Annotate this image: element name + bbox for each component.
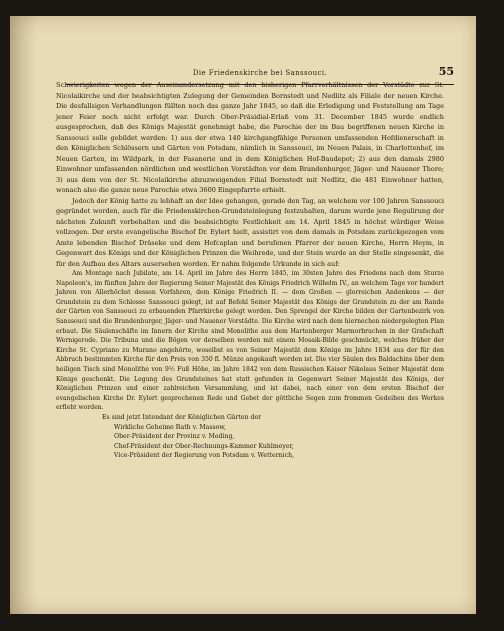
page-body — [56, 80, 444, 461]
signatories-list — [102, 413, 444, 461]
paragraph-parochie: Schwierigkeiten wegen der Auseinandersetzung mit den bisherigen Pfarrverhältnissen der Vorstädte zur St. Nicolaikirche und der beabsichtigten Zulegung der Gemeinden Bornstedt und Nedlitz als Filiale der neuen Kirche. Die desfallsigen Verhandlungen füllten noch das ganze Jahr 1845, so daß die Erledigung und Feststellung am Tage jener Feier noch nicht erfolgt war. Durch Ober-Präsidial-Erlaß vom 31. December 1845 wurde endlich ausgesprochen, daß des Königs Majestät genehmigt habe, die Parochie der im Bau begriffenen neuen Kirche in Sanssouci solle gebildet werden: 1) aus der etwa 140 kirchgangfähige Personen umfassenden Hofdienerschaft in den Königlichen Schlössern und Gärten von Potsdam, nämlich in Sanssouci, im Neuen Palais, in Charlottenhof, im Neuen Garten, im Wildpark, in der Fasanerie und in dem Königlichen Hof-Baudepot; 2) aus den damals 2980 Einwohner umfassenden nördlichen und westlichen Vorstädten vor dem Brandenburger, Jäger- und Nauener Thore; 3) aus dem von der St. Nicolaikirche abzuzweigenden Filial Bornstedt mit Nedlitz, die 481 Einwohner hatten, wonach also die ganze neue Parochie etwa 3600 Eingepfarrte erhielt. — [56, 81, 444, 194]
paragraph-grundsteinlegung: Jedoch der König hatte zu lebhaft an der Idee gehangen, gerade den Tag, an welchem vor 100 Jahren Sanssouci gegründet worden, auch für die Friedenskirchen-Grundsteinlegung festzuhalten, darum wurde jene Regulirung der nächsten Zukunft vorbehalten und die beabsichtigte Festlichkeit am 14. April 1845 in höchst würdiger Weise vollzogen. Der erste evangelische Bischof Dr. Eylert hielt, assistirt von dem damals in Potsdam zurückgezogen vom Amte lebenden Bischof Dräseke und dem Hofcaplan und berufenen Pfarrer der neuen Kirche, Herrn Heym, in Gegenwart des Königs und der Königlichen Prinzen die Weihrede, und der Stein wurde an der Stelle eingesenkt, die für den Aufbau des Altars ausersehen worden. Er nahm folgende Urkunde in sich auf: — [56, 196, 444, 268]
signatory-line: Wirkliche Geheime Rath v. Massow, — [114, 423, 226, 431]
signatory-line: Chef-Präsident der Ober-Rechnungs-Kammer Kuhlmeyer, — [114, 442, 294, 450]
document-text: Am Montage nach Jubilate, am 14. April im Jahre des Herrn 1845, im 30sten Jahre des Friedens nach dem Sturze Napoleon's, im fünften Jahre der Regierung Seiner Majestät des Königs Friedrich Wilhelm IV., an welchem Tage vor hundert Jahren von Allerhöchst dessen Vorfahren, dem Könige Friedrich II. — dem Großen — glorreichen Andenkens — der Grundstein zu dem Schlosse Sanssouci gelegt, ist auf Befehl Seiner Majestät des Königs der Grundstein zu der am Rande der Gärten von Sanssouci zu erbauenden Pfarrkirche gelegt worden. Den Sprengel der Kirche bilden der Gartenbezirk von Sanssouci und die Brandenburger, Jäger- und Nauener Vorstädte. Die Kirche wird nach dem hiernechen niedergelegten Plan erbaut. Die Säulenschäfte im Innern der Kirche sind Monolithe aus dem Hartenberger Marmorbruchen in der Grafschaft Wernigerode. Die Tribuna und die Bögen vor derselben werden mit einem Mosaik-Bilde geschmückt, welches früher der Kirche St. Cypriano zu Murano angehörte, woselbst es von Seiner Majestät dem Könige im Jahre 1834 aus der für den Abbruch bestimmten Kirche für den Preis von 350 fl. Münze angekauft worden ist. Die vier Säulen des Baldachins über dem heiligen Tisch sind Monolithe von 9½ Fuß Höhe, im Jahre 1842 von dem Russischen Kaiser Nikolaus Seiner Majestät dem Könige geschenkt. Die Legung des Grundsteines hat statt gefunden in Gegenwart Seiner Majestät des Königs, der Königlichen Prinzen und einer zahlreichen Versammlung, und ist dabei, nach einer von dem ersten Bischof der evangelischen Kirche Dr. Eylert gesprochenen Rede und Gebet der göttliche Segen zum frommen Gedeihen des Werkes erfleht worden. — [56, 270, 444, 412]
page-number: 55 — [438, 65, 454, 78]
running-head: Die Friedenskirche bei Sanssouci. — [192, 69, 328, 77]
signatory-line: Vice-Präsident der Regierung von Potsdam v. Wetternich, — [114, 452, 295, 460]
signatory-intro: Es sind jetzt Intendant der Königlichen Gärten der — [102, 413, 262, 421]
signatory-line: Ober-Präsident der Provinz v. Meding, — [114, 433, 235, 441]
